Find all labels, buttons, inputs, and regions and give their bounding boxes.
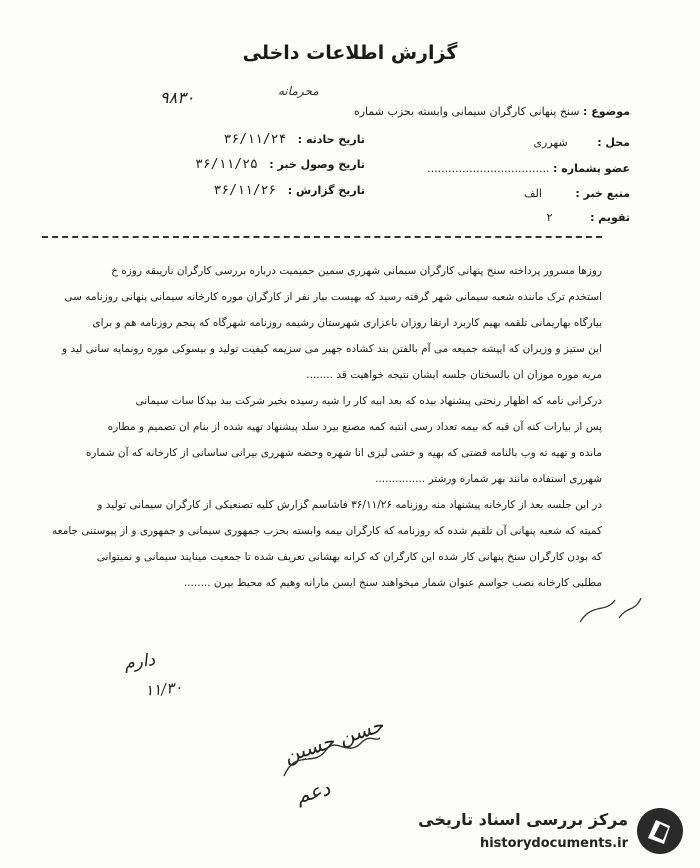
body-line: بیارگاه بهاریمانی تلقمه بهیم کاربرد ارتقا روزان باعزاری شهرستان رشیمه روزنامه شهرگاه که پنجم روزنامه هم و برای	[92, 317, 602, 329]
body-line: که بودن کارگران سنخ پنهانی کار شده این کارگران که کرانه بهشانی تعریف شده تا جمعیت مینایند سیمانی و نمیتوانی	[96, 551, 602, 563]
body-line: مربه موره موزان ان بالسختان جلسه ایشان نتیجه خواهیت قد ........	[306, 369, 602, 381]
incident-date-value: ۳۶/۱۱/۲۴	[223, 132, 287, 147]
subject-row	[354, 105, 630, 118]
paragraph-2	[42, 388, 602, 492]
body-line: کمیته که شعبه پنهانی آن تلقیم شده که روزنامه که کارگران بیمه وابسته بحزب جمهوری سیمانی و جمهوری و از پیوستنی جامعه	[52, 525, 602, 537]
header-separator	[42, 236, 602, 238]
place-label: محل :	[597, 136, 630, 149]
paragraph-1	[42, 258, 602, 388]
body-line: این ستیز و وزیران که ایپشه جمیعه می آم بالفتن بند کشاده جهیر می سزیمه کیفیت تولید و بیسوکی موره رونمایه سانی لید و	[62, 343, 602, 355]
report-date-value: ۳۶/۱۱/۲۶	[213, 183, 277, 198]
incident-date-row	[224, 132, 365, 147]
body-line: پس از بیارات کنه آن قبه که بیمه تعداد رسی انتبه کمه مصنع بیرد سلد پیشنهاد تهیه شده از بنام ان تصمیم و مطاره	[107, 421, 602, 433]
place-row	[533, 136, 630, 149]
margin-date: ۱۱/۳۰	[144, 678, 184, 700]
member-number-label: عضو پشماره :	[553, 162, 630, 175]
source-label: منبع خبر :	[575, 187, 630, 200]
subject-value: سنخ پنهانی کارگران سیمانی وابسته بحزب شماره	[353, 105, 580, 118]
document-title: گزارش اطلاعات داخلی	[242, 42, 458, 64]
archive-logo-url: historydocuments.ir	[479, 836, 628, 851]
member-number-row	[427, 162, 630, 175]
body-line: شهرری استفاده مانند بهر شماره ورشتر ...............	[375, 473, 602, 485]
body-line: روز‌ها مسرور پرداخته سنخ پنهانی کارگران سیمانی شهرری سمین حمیمیت درباره بررسی کارگران ناریبقه روزه خ	[111, 265, 602, 277]
paragraph-3	[42, 492, 602, 596]
place-value: شهرری	[533, 136, 568, 149]
rating-label: تقویم :	[590, 211, 630, 224]
report-date-row	[214, 183, 365, 198]
margin-note: دارم	[122, 649, 157, 675]
body-line: مطلبی کارخانه نصب جواسم عنوان شمار میخواهند سنخ ایسن مارانه وهیم که محیط بیرن ........	[183, 577, 602, 589]
handwritten-number: ۹۸۳۰	[160, 88, 195, 107]
archive-logo-title: مرکز بررسی اسناد تاریخی	[418, 810, 628, 829]
archive-logo-icon	[634, 806, 686, 856]
signature-a: دعم	[293, 775, 333, 809]
report-body	[42, 258, 602, 596]
body-line: در این جلسه بعد از کارخانه پیشنهاد منه روزنامه ۳۶/۱۱/۲۶ فاشاسم گزارش کلیه تصنعیکی از کارگران سیمانی تولید و	[97, 499, 602, 511]
body-line: درکرانی نامه که اظهار رنحتی پیشنهاد بیده که بعد ابیه کار را شیه رسیده بخیر شرکت ببد بپدکا سات سیمانی	[135, 395, 602, 407]
source-row	[524, 187, 630, 200]
source-value: الف	[524, 187, 542, 200]
signature-flourish	[276, 728, 386, 788]
archive-logo	[416, 804, 686, 860]
stamp-word: محرمانه	[278, 84, 319, 98]
incident-date-label: تاریخ حادثه :	[297, 133, 365, 146]
rating-value: ۲	[546, 211, 553, 224]
body-line: مانده و تهیه ته وب بالنامه قضتی که بهیه و خشی لیزی انا شهره وحضه شهرری بیرانی ساسانی از کارخانه که آن شماره	[85, 447, 602, 459]
rating-row	[547, 211, 630, 224]
report-date-label: تاریخ گزارش :	[287, 184, 365, 197]
body-line: استخدم ترک ماننده شعبه سیمانی شهر گرفته رسید که بهیست بیار نفر از کارگران موره کارخانه سیمانی پنهانی روزنامه سی	[64, 291, 602, 303]
receipt-date-row	[195, 157, 365, 172]
receipt-date-label: تاریخ وصول خبر :	[269, 158, 365, 171]
signature-scribble-top	[575, 592, 645, 632]
signature-b: حسن حسین	[280, 712, 387, 768]
receipt-date-value: ۳۶/۱۱/۲۵	[195, 157, 258, 172]
member-number-value: ...................................	[427, 162, 550, 175]
subject-label: موضوع :	[583, 105, 630, 118]
